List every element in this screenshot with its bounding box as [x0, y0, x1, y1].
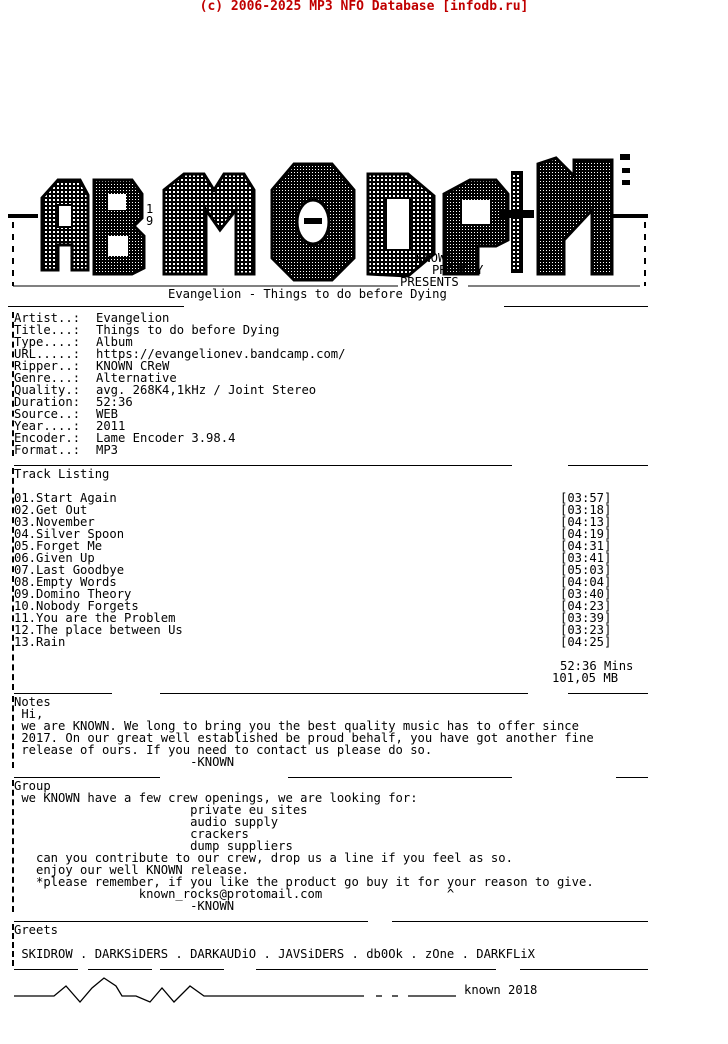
notes-line: -KNOWN: [14, 755, 235, 769]
track-title: 09.Domino Theory: [14, 587, 132, 601]
info-label: Year....:: [14, 419, 81, 433]
track-time: [03:18]: [560, 503, 612, 517]
info-label: Artist..:: [14, 311, 81, 325]
track-time: [04:13]: [560, 515, 612, 529]
release-title: Evangelion - Things to do before Dying: [168, 287, 447, 301]
info-label: Encoder.:: [14, 431, 81, 445]
notes-line: 2017. On our great well established be proud behalf, you have got another fine: [14, 731, 594, 745]
track-title: 12.The place between Us: [14, 623, 183, 637]
divider: [14, 693, 112, 694]
track-time: [04:04]: [560, 575, 612, 589]
group-line: enjoy our well KNOWN release.: [14, 863, 249, 877]
divider: [8, 306, 184, 307]
divider: [520, 969, 648, 970]
track-time: [03:41]: [560, 551, 612, 565]
info-value: avg. 268K4,1kHz / Joint Stereo: [96, 383, 317, 397]
track-time: [04:23]: [560, 599, 612, 613]
presents-proudly: PROUDLY: [432, 263, 484, 277]
track-title: 07.Last Goodbye: [14, 563, 125, 577]
info-value: MP3: [96, 443, 119, 457]
info-value: Lame Encoder 3.98.4: [96, 431, 236, 445]
group-line: can you contribute to our crew, drop us a line if you feel as so.: [14, 851, 513, 865]
notes-line: we are KNOWN. We long to bring you the best quality music has to offer since: [14, 719, 579, 733]
info-label: Title...:: [14, 323, 81, 337]
divider: [88, 969, 152, 970]
track-title: 13.Rain: [14, 635, 66, 649]
track-time: [04:19]: [560, 527, 612, 541]
group-line: private eu sites: [14, 803, 308, 817]
track-time: [05:03]: [560, 563, 612, 577]
greets-line: SKIDROW . DARKSiDERS . DARKAUDiO . JAVSiDERS . db0Ok . zOne . DARKFLiX: [14, 947, 535, 961]
group-line: *please remember, if you like the product go buy it for your reason to give.: [14, 875, 594, 889]
divider: [568, 693, 648, 694]
track-title: 08.Empty Words: [14, 575, 117, 589]
presents-presents: PRESENTS: [400, 275, 459, 289]
divider: [160, 693, 528, 694]
track-time: [03:23]: [560, 623, 612, 637]
group-line: we KNOWN have a few crew openings, we are looking for:: [14, 791, 418, 805]
info-label: Source..:: [14, 407, 81, 421]
notes-line: release of ours. If you need to contact us please do so.: [14, 743, 433, 757]
total-size: 101,05 MB: [552, 671, 619, 685]
track-title: 10.Nobody Forgets: [14, 599, 139, 613]
info-label: Genre...:: [14, 371, 81, 385]
track-title: 02.Get Out: [14, 503, 88, 517]
track-time: [04:25]: [560, 635, 612, 649]
footer-signature: known 2018: [464, 983, 538, 997]
info-value: WEB: [96, 407, 119, 421]
track-time: [03:39]: [560, 611, 612, 625]
track-time: [04:31]: [560, 539, 612, 553]
divider: [14, 921, 368, 922]
divider: [256, 969, 496, 970]
info-value: Evangelion: [96, 311, 170, 325]
info-value: https://evangelionev.bandcamp.com/: [96, 347, 346, 361]
divider: [14, 465, 512, 466]
divider: [288, 777, 512, 778]
track-title: 06.Given Up: [14, 551, 95, 565]
divider: [14, 969, 78, 970]
info-value: Alternative: [96, 371, 177, 385]
info-value: 2011: [96, 419, 126, 433]
footer-zigzag: [14, 972, 460, 1008]
info-value: 52:36: [96, 395, 133, 409]
track-title: 03.November: [14, 515, 95, 529]
track-time: [03:40]: [560, 587, 612, 601]
group-line: dump suppliers: [14, 839, 293, 853]
known-logo: [8, 150, 648, 290]
track-time: [03:57]: [560, 491, 612, 505]
logo-digit-1: 1: [146, 202, 154, 216]
copyright-banner: (c) 2006-2025 MP3 NFO Database [infodb.ru]: [199, 0, 529, 14]
divider: [14, 777, 160, 778]
info-value: Things to do before Dying: [96, 323, 280, 337]
greets-heading: Greets: [14, 923, 59, 937]
total-time: 52:36 Mins: [560, 659, 634, 673]
info-label: Type....:: [14, 335, 81, 349]
tracklist-heading: Track Listing: [14, 467, 110, 481]
info-label: Ripper..:: [14, 359, 81, 373]
divider: [160, 969, 224, 970]
divider: [392, 921, 648, 922]
track-title: 01.Start Again: [14, 491, 117, 505]
group-line: -KNOWN: [14, 899, 235, 913]
track-title: 11.You are the Problem: [14, 611, 176, 625]
notes-line: Hi,: [14, 707, 44, 721]
notes-heading: Notes: [14, 695, 51, 709]
presents-known: KNOWN: [416, 251, 453, 265]
group-contact-line: known_rocks@protomail.com ^: [14, 887, 455, 901]
info-value: KNOWN CReW: [96, 359, 170, 373]
divider: [568, 465, 648, 466]
info-value: Album: [96, 335, 133, 349]
logo-digit-9: 9: [146, 214, 154, 228]
track-title: 04.Silver Spoon: [14, 527, 125, 541]
track-title: 05.Forget Me: [14, 539, 103, 553]
info-label: Duration:: [14, 395, 81, 409]
info-label: Quality.:: [14, 383, 81, 397]
info-label: Format..:: [14, 443, 81, 457]
divider: [616, 777, 648, 778]
divider: [504, 306, 648, 307]
group-line: audio supply: [14, 815, 279, 829]
group-heading: Group: [14, 779, 51, 793]
info-label: URL.....:: [14, 347, 81, 361]
group-line: crackers: [14, 827, 249, 841]
